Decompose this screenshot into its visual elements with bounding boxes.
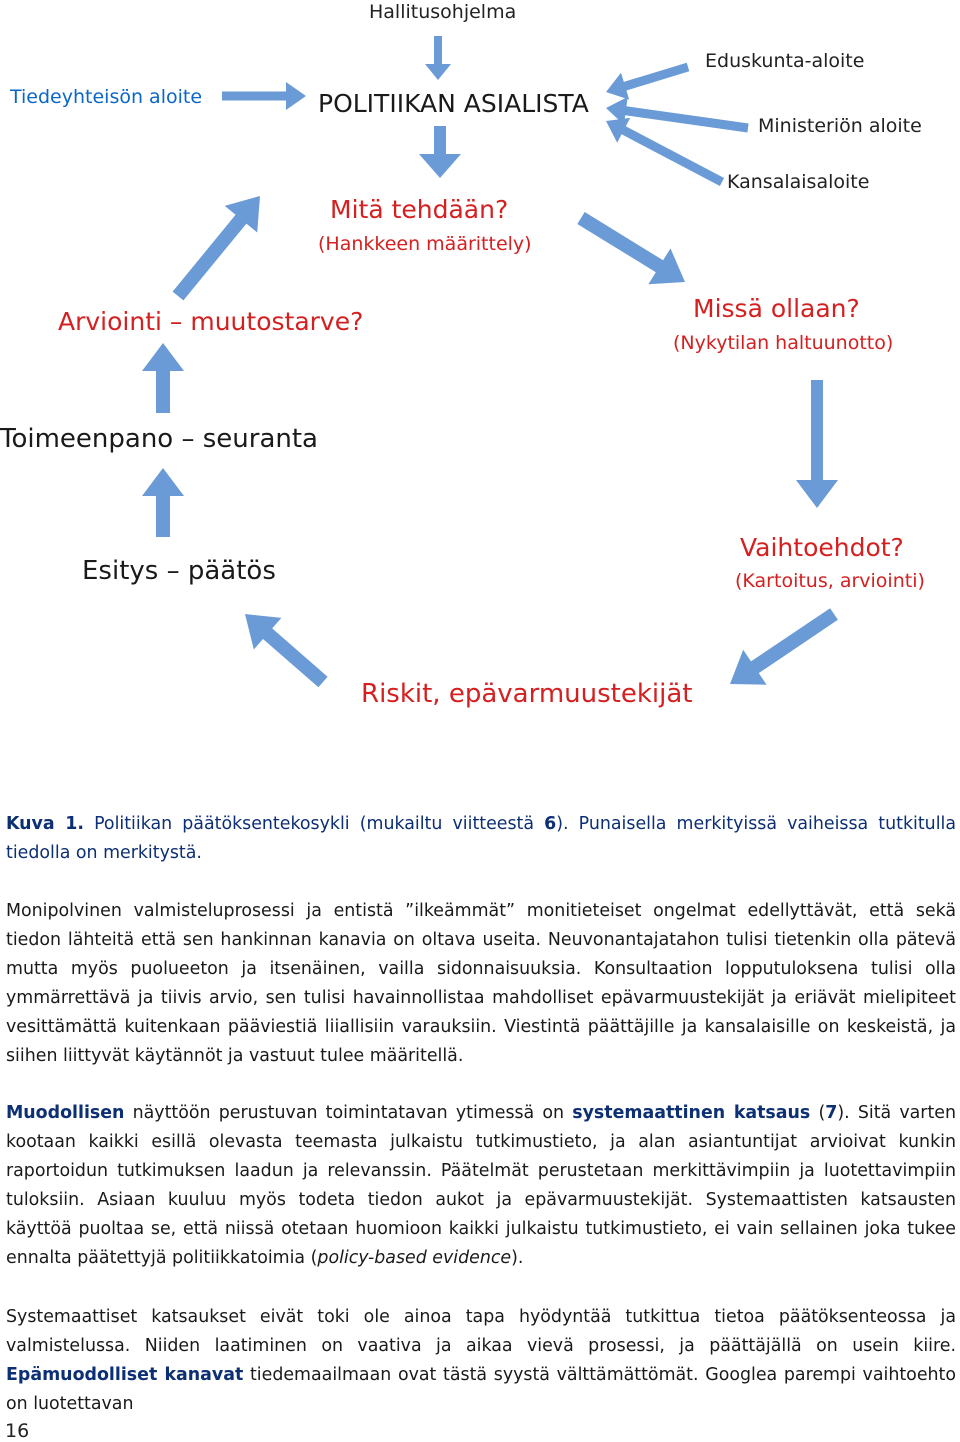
label-riskit: Riskit, epävarmuustekijät (361, 679, 693, 709)
paragraph-1 (6, 897, 956, 1071)
caption-text-2: ). Punaisella merkityissä vaiheissa tutkitulla tiedolla on merkitystä. (6, 814, 957, 863)
arrow-kansalais-left (606, 118, 724, 186)
paragraph-3-text-1: Systemaattiset katsaukset eivät toki ole ainoa tapa hyödyntää tutkittua tietoa päätöksenteossa ja valmistelussa. Niiden laatiminen on vaativa ja aikaa vievä prosessi, ja päättäjällä on usein kiire. (6, 1307, 956, 1356)
paragraph-1-text: Monipolvinen valmisteluprosessi ja entistä ”ilkeämmät” monitieteiset ongelmat edellyttävät, että sekä tiedon lähteitä että sen hankinnan kanavia on oltava useita. Neuvonantajatahon tulisi tietenkin olla pätevä mutta myös puolueeton ja itsenäinen, vailla sidonnaisuuksia. Konsultaation lopputuloksena tulisi olla ymmärrettävä ja tiivis arvio, sen tulisi havainnollistaa mahdolliset epävarmuustekijät ja eriävät mielipiteet vesittämättä kuitenkaan pääviestiä liiallisiin varauksiin. Viestintä päättäjille ja kansalaisille on keskeistä, ja siihen liittyvät käytännöt ja vastuut tulee määritellä. (6, 901, 956, 1066)
arrow-mita-to-missa (577, 212, 685, 284)
label-tiedeyhteison-aloite: Tiedeyhteisön aloite (10, 86, 203, 108)
arrow-vaihtoehdot-to-riskit (730, 608, 838, 685)
term-epamuodolliset-kanavat: Epämuodolliset kanavat (6, 1365, 244, 1385)
paragraph-2-text-2: ( (810, 1103, 826, 1123)
paragraph-2 (6, 1099, 956, 1273)
term-systemaattinen-katsaus: systemaattinen katsaus (572, 1103, 811, 1123)
arrow-asialista-down (419, 126, 461, 178)
label-hallitusohjelma: Hallitusohjelma (369, 1, 517, 23)
label-missa-ollaan: Missä ollaan? (693, 294, 860, 323)
arrow-toimeenpano-up (142, 343, 184, 413)
paragraph-3-text-2: tiedemaailmaan ovat tästä syystä välttämättömät. Googlea parempi vaihtoehto on luotettavan (6, 1365, 956, 1414)
term-muodollisen: Muodollisen (6, 1103, 125, 1123)
arrow-eduskunta-left (606, 63, 689, 100)
paragraph-2-reference: 7 (825, 1103, 838, 1123)
term-policy-based-evidence: policy-based evidence (317, 1248, 512, 1268)
label-hankkeen-maarittely: (Hankkeen määrittely) (318, 233, 532, 255)
paragraph-2-text-4: ). (511, 1248, 524, 1268)
arrow-hallitusohjelma-down (425, 36, 451, 80)
caption-label: Kuva 1. (6, 814, 84, 834)
paragraph-3 (6, 1303, 956, 1419)
label-vaihtoehdot: Vaihtoehdot? (740, 533, 904, 562)
paragraph-2-text-1: näyttöön perustuvan toimintatavan ytimessä on (124, 1103, 573, 1123)
page-number: 16 (5, 1420, 30, 1442)
caption-text-1: Politiikan päätöksentekosykli (mukailtu viitteestä (83, 814, 545, 834)
paragraph-2-text-3: ). Sitä varten kootaan kaikki esillä olevasta teemasta julkaistu tutkimustieto, ja alan asiantuntijat arvioivat kunkin raportoidun tutkimuksen laadun ja relevanssin. Päätelmät perustetaan merkittävimpiin ja luotettavimpiin tuloksiin. Asiaan kuuluu myös todeta tiedon aukot ja epävarmuustekijät. Systemaattisten katsausten käyttöä puoltaa se, että niissä otetaan huomioon kaikki julkaistu tutkimustieto, ei vain sellainen joka tukee ennalta päätettyjä politiikkatoimia ( (6, 1103, 956, 1268)
label-kartoitus-arviointi: (Kartoitus, arviointi) (735, 570, 925, 592)
label-toimeenpano-seuranta: Toimeenpano – seuranta (0, 424, 318, 454)
label-arviointi-muutostarve: Arviointi – muutostarve? (58, 307, 364, 336)
arrow-arviointi-to-mita (173, 196, 260, 300)
figure-caption (6, 810, 956, 868)
label-kansalaisaloite: Kansalaisaloite (727, 171, 870, 193)
label-nykytilan-haltuunotto: (Nykytilan haltuunotto) (673, 332, 894, 354)
arrow-riskit-to-esitys (245, 614, 328, 687)
caption-reference: 6 (544, 814, 557, 834)
label-esitys-paatos: Esitys – päätös (82, 556, 276, 586)
arrow-esitys-up (142, 468, 184, 537)
label-politiikan-asialista: POLITIIKAN ASIALISTA (318, 89, 589, 118)
label-mita-tehdaan: Mitä tehdään? (330, 195, 509, 224)
label-ministerion-aloite: Ministeriön aloite (758, 115, 922, 137)
arrow-missa-down (796, 380, 838, 508)
label-eduskunta-aloite: Eduskunta-aloite (705, 50, 865, 72)
arrow-tiedeyhteison-right (222, 82, 306, 110)
